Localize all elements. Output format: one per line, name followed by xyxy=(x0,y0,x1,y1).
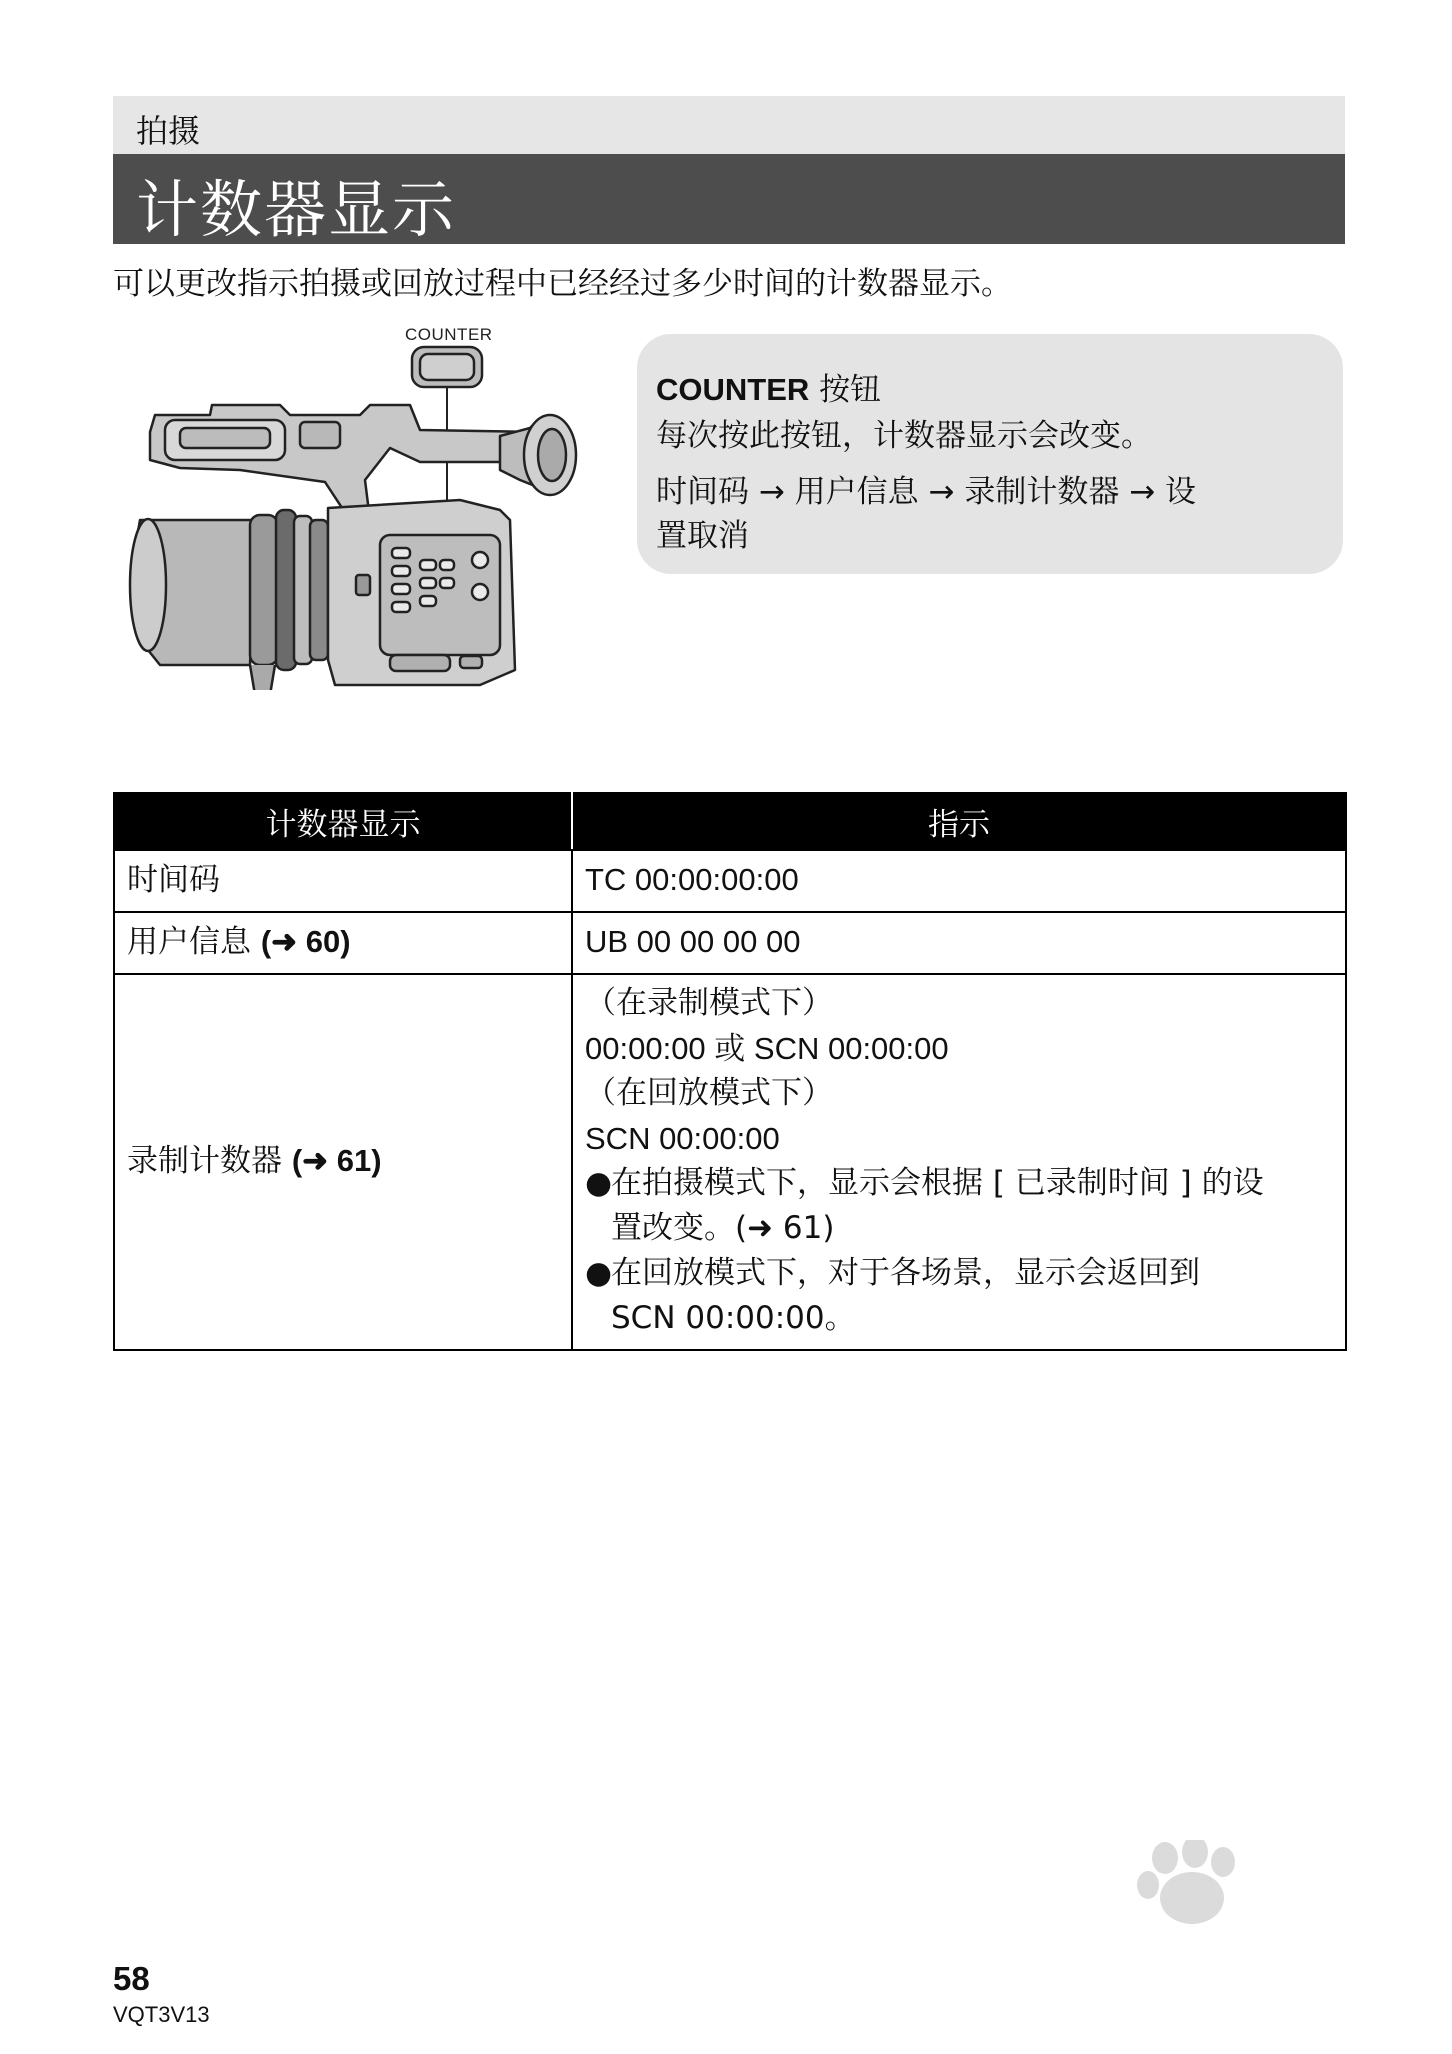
indication-text: （在录制模式下） xyxy=(585,985,833,1021)
bullet-item xyxy=(585,1251,1333,1341)
page-reference: (➜ 60) xyxy=(260,924,351,959)
page-number: 58 xyxy=(113,1960,150,1997)
counter-callout-label: COUNTER xyxy=(405,325,493,344)
table-header-display: 计数器显示 xyxy=(114,793,572,850)
table-row xyxy=(114,974,1346,1350)
indication-text: （在回放模式下） xyxy=(585,1075,833,1111)
bullet-text: 置改变。(➜ 61) xyxy=(611,1210,835,1246)
info-title-cn: 按钮 xyxy=(809,372,882,408)
section-bar xyxy=(113,96,1345,154)
indication-text: UB 00 00 00 00 xyxy=(585,924,801,959)
section-label: 拍摄 xyxy=(136,112,201,150)
row-label-text: 录制计数器 xyxy=(127,1143,292,1179)
row-label-text: 用户信息 xyxy=(127,924,261,960)
indication-text: SCN 00:00:00 xyxy=(585,1121,780,1156)
counter-table xyxy=(113,792,1347,1351)
info-line-1: 每次按此按钮，计数器显示会改变。 xyxy=(656,418,1152,454)
row-label xyxy=(114,912,572,974)
indication-text: 00:00:00 或 SCN 00:00:00 xyxy=(585,1031,949,1066)
table-header-indication: 指示 xyxy=(572,793,1346,850)
row-indication xyxy=(572,912,1346,974)
table-row xyxy=(114,850,1346,912)
row-label xyxy=(114,850,572,912)
page-reference: (➜ 61) xyxy=(291,1143,382,1178)
document-code: VQT3V13 xyxy=(113,2002,210,2027)
bullet-icon: ● xyxy=(585,1255,613,1291)
page-title: 计数器显示 xyxy=(136,173,457,246)
bullet-item xyxy=(585,1161,1333,1251)
bullet-icon: ● xyxy=(585,1165,613,1201)
row-label xyxy=(114,974,572,1350)
info-title-en: COUNTER xyxy=(656,372,810,407)
row-label-text: 时间码 xyxy=(127,861,220,898)
indication-text: TC 00:00:00:00 xyxy=(585,862,799,897)
row-indication xyxy=(572,974,1346,1350)
info-line-3: 置取消 xyxy=(656,518,749,554)
camcorder-illustration xyxy=(120,320,620,690)
row-indication xyxy=(572,850,1346,912)
baidu-watermark-logo xyxy=(1030,1840,1360,2024)
bullet-text: 在回放模式下，对于各场景，显示会返回到 xyxy=(611,1255,1200,1291)
info-line-2: 时间码 → 用户信息 → 录制计数器 → 设 xyxy=(656,474,1197,510)
intro-text: 可以更改指示拍摄或回放过程中已经经过多少时间的计数器显示。 xyxy=(113,266,1012,302)
bullet-text: SCN 00:00:00。 xyxy=(611,1300,856,1336)
table-row xyxy=(114,912,1346,974)
bullet-text: 在拍摄模式下，显示会根据 [ 已录制时间 ] 的设 xyxy=(611,1165,1264,1201)
info-box-title xyxy=(656,364,881,409)
